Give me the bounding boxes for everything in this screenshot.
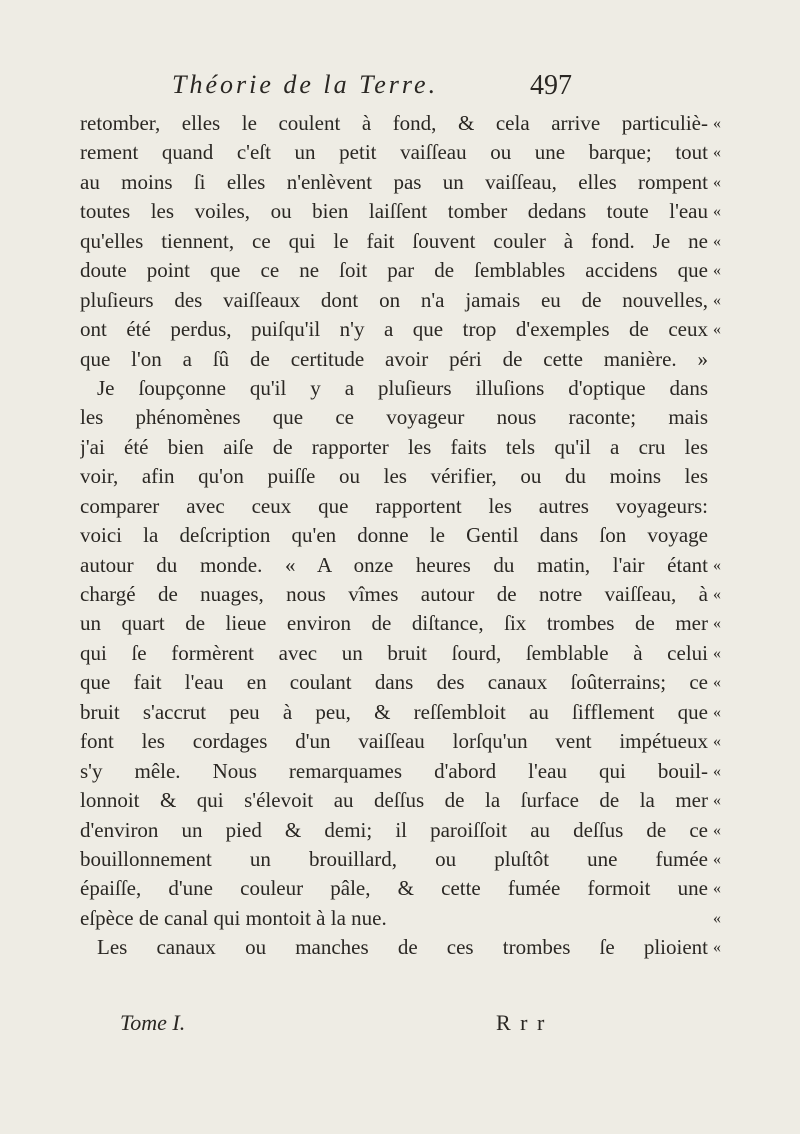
text-line bbox=[80, 521, 732, 550]
quotation-mark: « bbox=[713, 615, 721, 633]
text-line bbox=[80, 639, 732, 668]
text-line bbox=[80, 462, 732, 491]
text-line bbox=[80, 197, 732, 226]
text-line bbox=[80, 433, 732, 462]
line-text: toutes les voiles, ou bien laiſſent tomber dedans toute l'eau bbox=[80, 199, 708, 224]
text-line bbox=[80, 904, 732, 933]
quotation-mark: « bbox=[713, 762, 721, 780]
text-line bbox=[80, 874, 732, 903]
page-number: 497 bbox=[530, 70, 572, 101]
text-line bbox=[80, 933, 732, 962]
line-text: autour du monde. « A onze heures du matin, l'air étant bbox=[80, 552, 708, 577]
line-text: doute point que ce ne ſoit par de ſemblables accidens que bbox=[80, 258, 708, 283]
quotation-mark: « bbox=[713, 674, 721, 692]
line-text: qu'elles tiennent, ce qui le fait ſouvent couler à fond. Je ne bbox=[80, 228, 708, 253]
line-text: bruit s'accrut peu à peu, & reſſembloit au ſifflement que bbox=[80, 699, 708, 724]
volume-label: Tome I. bbox=[120, 1010, 186, 1035]
text-line bbox=[80, 492, 732, 521]
quotation-mark: « bbox=[713, 792, 721, 810]
text-line bbox=[80, 816, 732, 845]
line-text: rement quand c'eſt un petit vaiſſeau ou une barque; tout bbox=[80, 140, 708, 165]
quotation-mark: « bbox=[713, 644, 721, 662]
quotation-mark: « bbox=[713, 173, 721, 191]
line-text: épaiſſe, d'une couleur pâle, & cette fumée formoit une bbox=[80, 876, 708, 901]
line-text: retomber, elles le coulent à fond, & cela arrive particuliè- bbox=[80, 111, 708, 135]
text-line bbox=[80, 403, 732, 432]
text-line bbox=[80, 551, 732, 580]
quotation-mark: « bbox=[713, 821, 721, 839]
quotation-mark: « bbox=[713, 321, 721, 339]
quotation-mark: « bbox=[713, 203, 721, 221]
page-header bbox=[172, 70, 652, 104]
quotation-mark: « bbox=[713, 703, 721, 721]
text-line bbox=[80, 138, 732, 167]
line-text: ont été perdus, puiſqu'il n'y a que trop d'exemples de ceux bbox=[80, 317, 708, 342]
quotation-mark: « bbox=[713, 939, 721, 957]
quotation-mark: « bbox=[713, 232, 721, 250]
text-line bbox=[80, 227, 732, 256]
line-text: Les canaux ou manches de ces trombes ſe plioient bbox=[97, 935, 708, 960]
text-line bbox=[80, 609, 732, 638]
line-text: voici la deſcription qu'en donne le Gentil dans ſon voyage bbox=[80, 523, 708, 548]
page-footer bbox=[120, 1010, 614, 1040]
line-text: pluſieurs des vaiſſeaux dont on n'a jamais eu de nouvelles, bbox=[80, 287, 708, 312]
line-text: s'y mêle. Nous remarquames d'abord l'eau qui bouil- bbox=[80, 758, 708, 783]
line-text: font les cordages d'un vaiſſeau lorſqu'un vent impétueux bbox=[80, 729, 708, 754]
quotation-mark: « bbox=[713, 556, 721, 574]
quotation-mark: « bbox=[713, 291, 721, 309]
line-text: comparer avec ceux que rapportent les autres voyageurs: bbox=[80, 493, 708, 518]
text-line bbox=[80, 168, 732, 197]
quotation-mark: « bbox=[713, 144, 721, 162]
line-text: que fait l'eau en coulant dans des canaux ſoûterrains; ce bbox=[80, 670, 708, 695]
text-line bbox=[80, 345, 732, 374]
line-text: eſpèce de canal qui montoit à la nue. bbox=[80, 905, 387, 930]
text-line bbox=[80, 286, 732, 315]
line-text: lonnoit & qui s'élevoit au deſſus de la ſurface de la mer bbox=[80, 788, 708, 813]
text-line bbox=[80, 727, 732, 756]
text-line bbox=[80, 109, 732, 138]
body-text bbox=[80, 109, 732, 963]
signature-mark: R r r bbox=[496, 1010, 547, 1035]
quotation-mark: « bbox=[713, 880, 721, 898]
quotation-mark: « bbox=[713, 115, 721, 132]
text-line bbox=[80, 256, 732, 285]
line-text: voir, afin qu'on puiſſe ou les vérifier, ou du moins les bbox=[80, 464, 708, 489]
line-text: qui ſe formèrent avec un bruit ſourd, ſemblable à celui bbox=[80, 640, 708, 665]
line-text: un quart de lieue environ de diſtance, ſix trombes de mer bbox=[80, 611, 708, 636]
text-line bbox=[80, 786, 732, 815]
text-line bbox=[80, 845, 732, 874]
text-line bbox=[80, 668, 732, 697]
line-text: j'ai été bien aiſe de rapporter les faits tels qu'il a cru les bbox=[80, 434, 708, 459]
line-text: d'environ un pied & demi; il paroiſſoit au deſſus de ce bbox=[80, 817, 708, 842]
running-title: Théorie de la Terre. bbox=[172, 70, 439, 99]
quotation-mark: « bbox=[713, 909, 721, 927]
quotation-mark: « bbox=[713, 262, 721, 280]
text-line bbox=[80, 580, 732, 609]
text-line bbox=[80, 757, 732, 786]
quotation-mark: « bbox=[713, 850, 721, 868]
line-text: Je ſoupçonne qu'il y a pluſieurs illuſions d'optique dans bbox=[97, 375, 708, 400]
text-line bbox=[80, 374, 732, 403]
quotation-mark: « bbox=[713, 586, 721, 603]
text-line bbox=[80, 315, 732, 344]
line-text: chargé de nuages, nous vîmes autour de notre vaiſſeau, à bbox=[80, 582, 708, 606]
line-text: bouillonnement un brouillard, ou pluſtôt une fumée bbox=[80, 846, 708, 871]
quotation-mark: « bbox=[713, 733, 721, 751]
line-text: que l'on a ſû de certitude avoir péri de cette manière. » bbox=[80, 346, 708, 371]
line-text: au moins ſi elles n'enlèvent pas un vaiſſeau, elles rompent bbox=[80, 169, 708, 194]
text-line bbox=[80, 698, 732, 727]
line-text: les phénomènes que ce voyageur nous raconte; mais bbox=[80, 405, 708, 430]
